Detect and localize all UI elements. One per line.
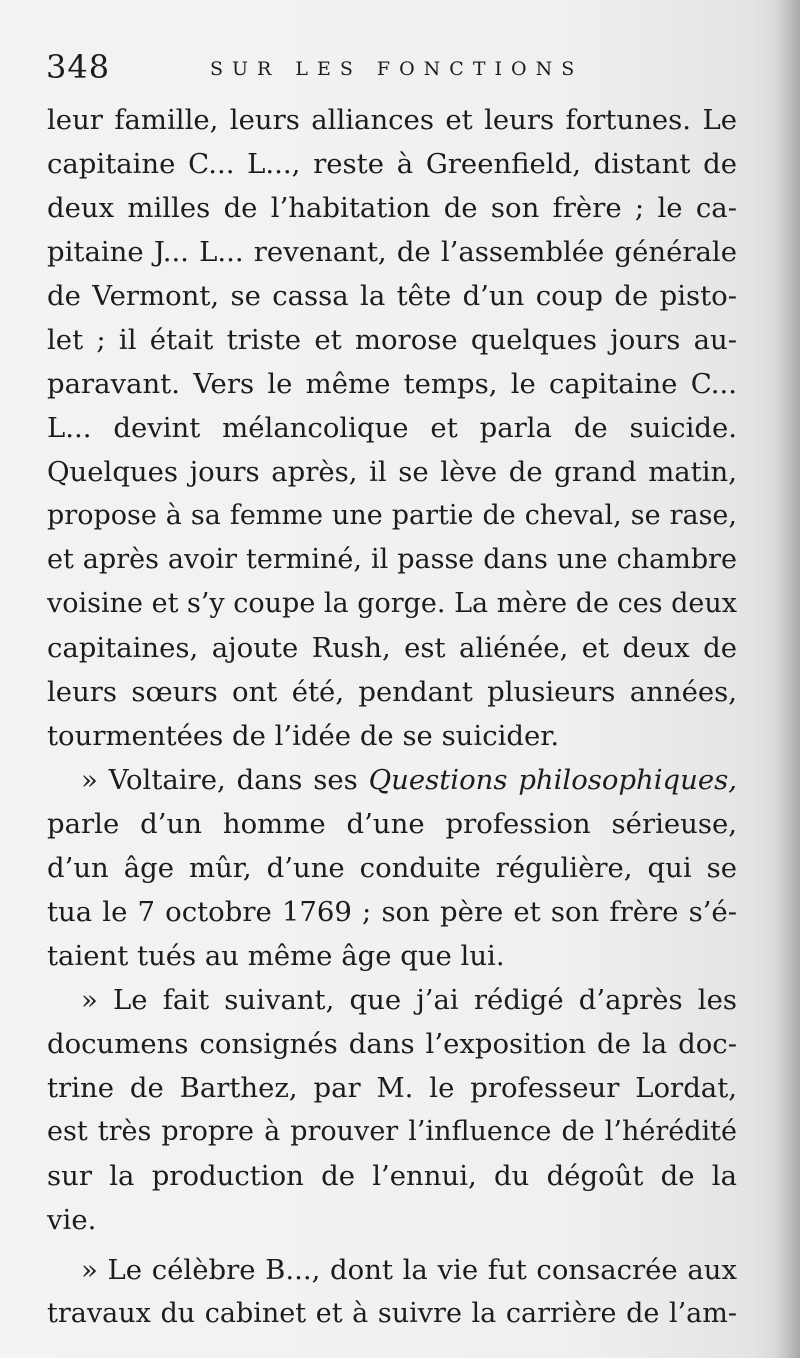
text-line: » Le fait suivant, que j’ai rédigé d’après les — [81, 984, 737, 1016]
text-line: paravant. Vers le même temps, le capitaine C... — [47, 368, 737, 400]
text-line: propose à sa femme une partie de cheval, se rase, — [47, 500, 737, 531]
text-line: vie. — [47, 1204, 97, 1236]
text-line: Quelques jours après, il se lève de grand matin, — [47, 456, 737, 488]
text-line: tua le 7 octobre 1769 ; son père et son frère s’é- — [47, 896, 737, 928]
text-line: sur la production de l’ennui, du dégoût de la — [47, 1160, 737, 1192]
text-line: let ; il était triste et morose quelques jours au- — [47, 324, 737, 356]
text-line: travaux du cabinet et à suivre la carrière de l’am- — [47, 1298, 737, 1329]
text-line: taient tués au même âge que lui. — [47, 940, 505, 972]
text-line: documens consignés dans l’exposition de la doc- — [47, 1028, 737, 1060]
text-line: parle d’un homme d’une profession sérieuse, — [47, 808, 737, 840]
paragraph-4 — [47, 1248, 737, 1336]
page-number: 348 — [46, 48, 111, 86]
text-line — [47, 758, 737, 802]
text-line: capitaines, ajoute Rush, est aliénée, et deux de — [47, 632, 737, 664]
paragraph-1 — [47, 98, 737, 758]
book-title: Questions philosophiques, — [368, 764, 738, 796]
body-text — [47, 98, 737, 1336]
text-line: L... devint mélancolique et parla de suicide. — [47, 412, 737, 444]
text-line: tourmentées de l’idée de se suicider. — [47, 720, 560, 752]
text-line: capitaine C... L..., reste à Greenfield, distant de — [47, 148, 737, 180]
text-line: d’un âge mûr, d’une conduite régulière, qui se — [47, 852, 737, 884]
page-edge-shadow — [774, 0, 800, 1358]
text-line: leurs sœurs ont été, pendant plusieurs années, — [47, 676, 737, 708]
text-line: deux milles de l’habitation de son frère ; le ca- — [47, 192, 737, 224]
text-line: est très propre à prouver l’influence de l’hérédité — [47, 1116, 737, 1147]
paragraph-3 — [47, 978, 737, 1242]
text-line: de Vermont, se cassa la tête d’un coup de pisto- — [47, 280, 737, 312]
text-span: » Voltaire, dans ses — [81, 764, 369, 796]
text-line: voisine et s’y coupe la gorge. La mère de ces deux — [47, 588, 737, 619]
page-header — [46, 44, 746, 92]
paragraph-2 — [47, 758, 737, 978]
running-head: SUR LES FONCTIONS — [210, 58, 584, 80]
text-line: pitaine J... L... revenant, de l’assemblée générale — [47, 236, 737, 268]
text-line: trine de Barthez, par M. le professeur Lordat, — [47, 1072, 737, 1104]
text-line: leur famille, leurs alliances et leurs fortunes. Le — [47, 104, 737, 136]
text-line: » Le célèbre B..., dont la vie fut consacrée aux — [81, 1254, 737, 1286]
text-line: et après avoir terminé, il passe dans une chambre — [47, 544, 737, 575]
